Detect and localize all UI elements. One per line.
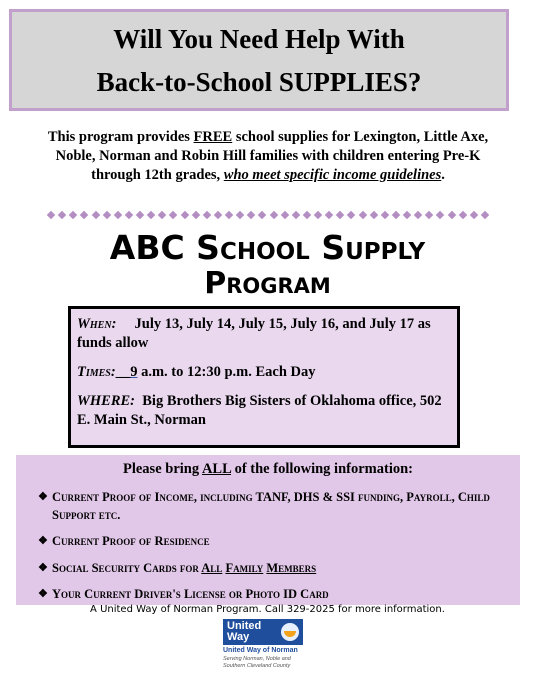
intro-period: . bbox=[441, 167, 445, 183]
bring-head-2: of the following information: bbox=[230, 461, 413, 477]
logo-text-line-1: United bbox=[227, 620, 262, 632]
where-block bbox=[77, 392, 451, 430]
diamond-bullet-icon bbox=[447, 211, 455, 219]
times-range: a.m. to 12:30 p.m. Each Day bbox=[137, 364, 316, 380]
bring-head-all: ALL bbox=[201, 461, 231, 477]
program-title-line-2 bbox=[0, 266, 535, 301]
when-value: July 13, July 14, July 15, July 16, and July 17 as funds allow bbox=[77, 316, 431, 351]
footer-note: A United Way of Norman Program. Call 329-2025 for more information. bbox=[90, 604, 445, 615]
diamond-bullet-icon bbox=[69, 211, 77, 219]
diamond-bullet-icon bbox=[336, 211, 344, 219]
ss-cards-family: Family bbox=[225, 561, 264, 575]
diamond-bullet-icon bbox=[292, 211, 300, 219]
diamond-bullet-icon bbox=[136, 211, 144, 219]
times-block bbox=[77, 363, 451, 382]
diamond-bullet-icon bbox=[180, 211, 188, 219]
when-block bbox=[77, 315, 451, 353]
intro-free: FREE bbox=[193, 129, 233, 145]
list-item-residence bbox=[38, 532, 508, 550]
times-label: Times: bbox=[77, 364, 116, 380]
required-documents-box bbox=[16, 455, 520, 605]
where-value: Big Brothers Big Sisters of Oklahoma office, 502 E. Main St., Norman bbox=[77, 393, 442, 428]
diamond-bullet-icon bbox=[225, 211, 233, 219]
list-item-photo-id-text: Your Current Driver's License or Photo ID Card bbox=[52, 587, 329, 601]
diamond-bullet-icon bbox=[102, 211, 110, 219]
diamond-bullet-icon bbox=[303, 211, 311, 219]
logo-tagline: Serving Norman, Noble and Southern Cleveland County bbox=[223, 656, 291, 669]
diamond-bullet-icon bbox=[392, 211, 400, 219]
times-start: __9 bbox=[115, 364, 138, 380]
bring-head-1: Please bring bbox=[122, 461, 202, 477]
bullet-icon: ❖ bbox=[38, 535, 48, 547]
diamond-bullet-icon bbox=[114, 211, 122, 219]
diamond-divider bbox=[48, 208, 488, 222]
ss-cards-text-1: Social Security Cards for bbox=[52, 561, 202, 575]
list-item-income bbox=[38, 488, 508, 524]
diamond-bullet-icon bbox=[80, 211, 88, 219]
bullet-icon: ❖ bbox=[38, 588, 48, 600]
intro-paragraph bbox=[40, 128, 496, 185]
ss-cards-members: Members bbox=[266, 561, 317, 575]
diamond-bullet-icon bbox=[47, 211, 55, 219]
diamond-bullet-icon bbox=[325, 211, 333, 219]
diamond-bullet-icon bbox=[258, 211, 266, 219]
diamond-bullet-icon bbox=[125, 211, 133, 219]
list-item-residence-text: Current Proof of Residence bbox=[52, 534, 210, 548]
diamond-bullet-icon bbox=[91, 211, 99, 219]
ss-cards-all: All bbox=[201, 561, 223, 575]
diamond-bullet-icon bbox=[280, 211, 288, 219]
diamond-bullet-icon bbox=[425, 211, 433, 219]
diamond-bullet-icon bbox=[403, 211, 411, 219]
intro-text-2: school supplies for Lexington, Little Axe, Noble, Norman and Robin Hill families with children entering Pre-K through 12th grades, bbox=[55, 129, 489, 183]
diamond-bullet-icon bbox=[147, 211, 155, 219]
diamond-bullet-icon bbox=[247, 211, 255, 219]
diamond-bullet-icon bbox=[158, 211, 166, 219]
diamond-bullet-icon bbox=[414, 211, 422, 219]
diamond-bullet-icon bbox=[203, 211, 211, 219]
bullet-icon: ❖ bbox=[38, 562, 48, 574]
header-line-1: Will You Need Help With bbox=[113, 24, 405, 54]
header-banner bbox=[9, 9, 509, 111]
program-title-1: ABC School Supply bbox=[109, 228, 426, 267]
diamond-bullet-icon bbox=[58, 211, 66, 219]
list-item-income-text: Current Proof of Income, including TANF, DHS & SSI funding, Payroll, Child Support etc. bbox=[52, 490, 490, 522]
diamond-bullet-icon bbox=[314, 211, 322, 219]
diamond-bullet-icon bbox=[269, 211, 277, 219]
bullet-icon: ❖ bbox=[38, 491, 48, 503]
intro-income-guidelines: who meet specific income guidelines bbox=[223, 167, 442, 183]
where-label: WHERE: bbox=[77, 393, 136, 409]
program-title-line-1 bbox=[0, 228, 535, 267]
diamond-bullet-icon bbox=[470, 211, 478, 219]
event-details-box bbox=[68, 306, 460, 448]
intro-text-1: This program provides bbox=[47, 129, 194, 145]
logo-org-name: United Way of Norman bbox=[223, 647, 298, 654]
header-line-2: Back-to-School SUPPLIES? bbox=[96, 67, 422, 97]
diamond-bullet-icon bbox=[347, 211, 355, 219]
diamond-bullet-icon bbox=[169, 211, 177, 219]
when-label: When: bbox=[77, 316, 117, 332]
list-item-ss-cards-text bbox=[38, 559, 508, 577]
helping-hand-icon bbox=[281, 623, 299, 641]
diamond-bullet-icon bbox=[214, 211, 222, 219]
program-title-2: Program bbox=[204, 266, 331, 301]
diamond-bullet-icon bbox=[358, 211, 366, 219]
diamond-bullet-icon bbox=[436, 211, 444, 219]
required-documents-heading bbox=[16, 461, 520, 478]
diamond-bullet-icon bbox=[236, 211, 244, 219]
diamond-bullet-icon bbox=[481, 211, 489, 219]
united-way-logo bbox=[223, 619, 303, 645]
logo-text-line-2: Way bbox=[227, 631, 250, 643]
diamond-bullet-icon bbox=[369, 211, 377, 219]
diamond-bullet-icon bbox=[381, 211, 389, 219]
list-item-photo-id bbox=[38, 585, 508, 603]
list-item-ss-cards bbox=[38, 559, 508, 577]
diamond-bullet-icon bbox=[191, 211, 199, 219]
diamond-bullet-icon bbox=[458, 211, 466, 219]
